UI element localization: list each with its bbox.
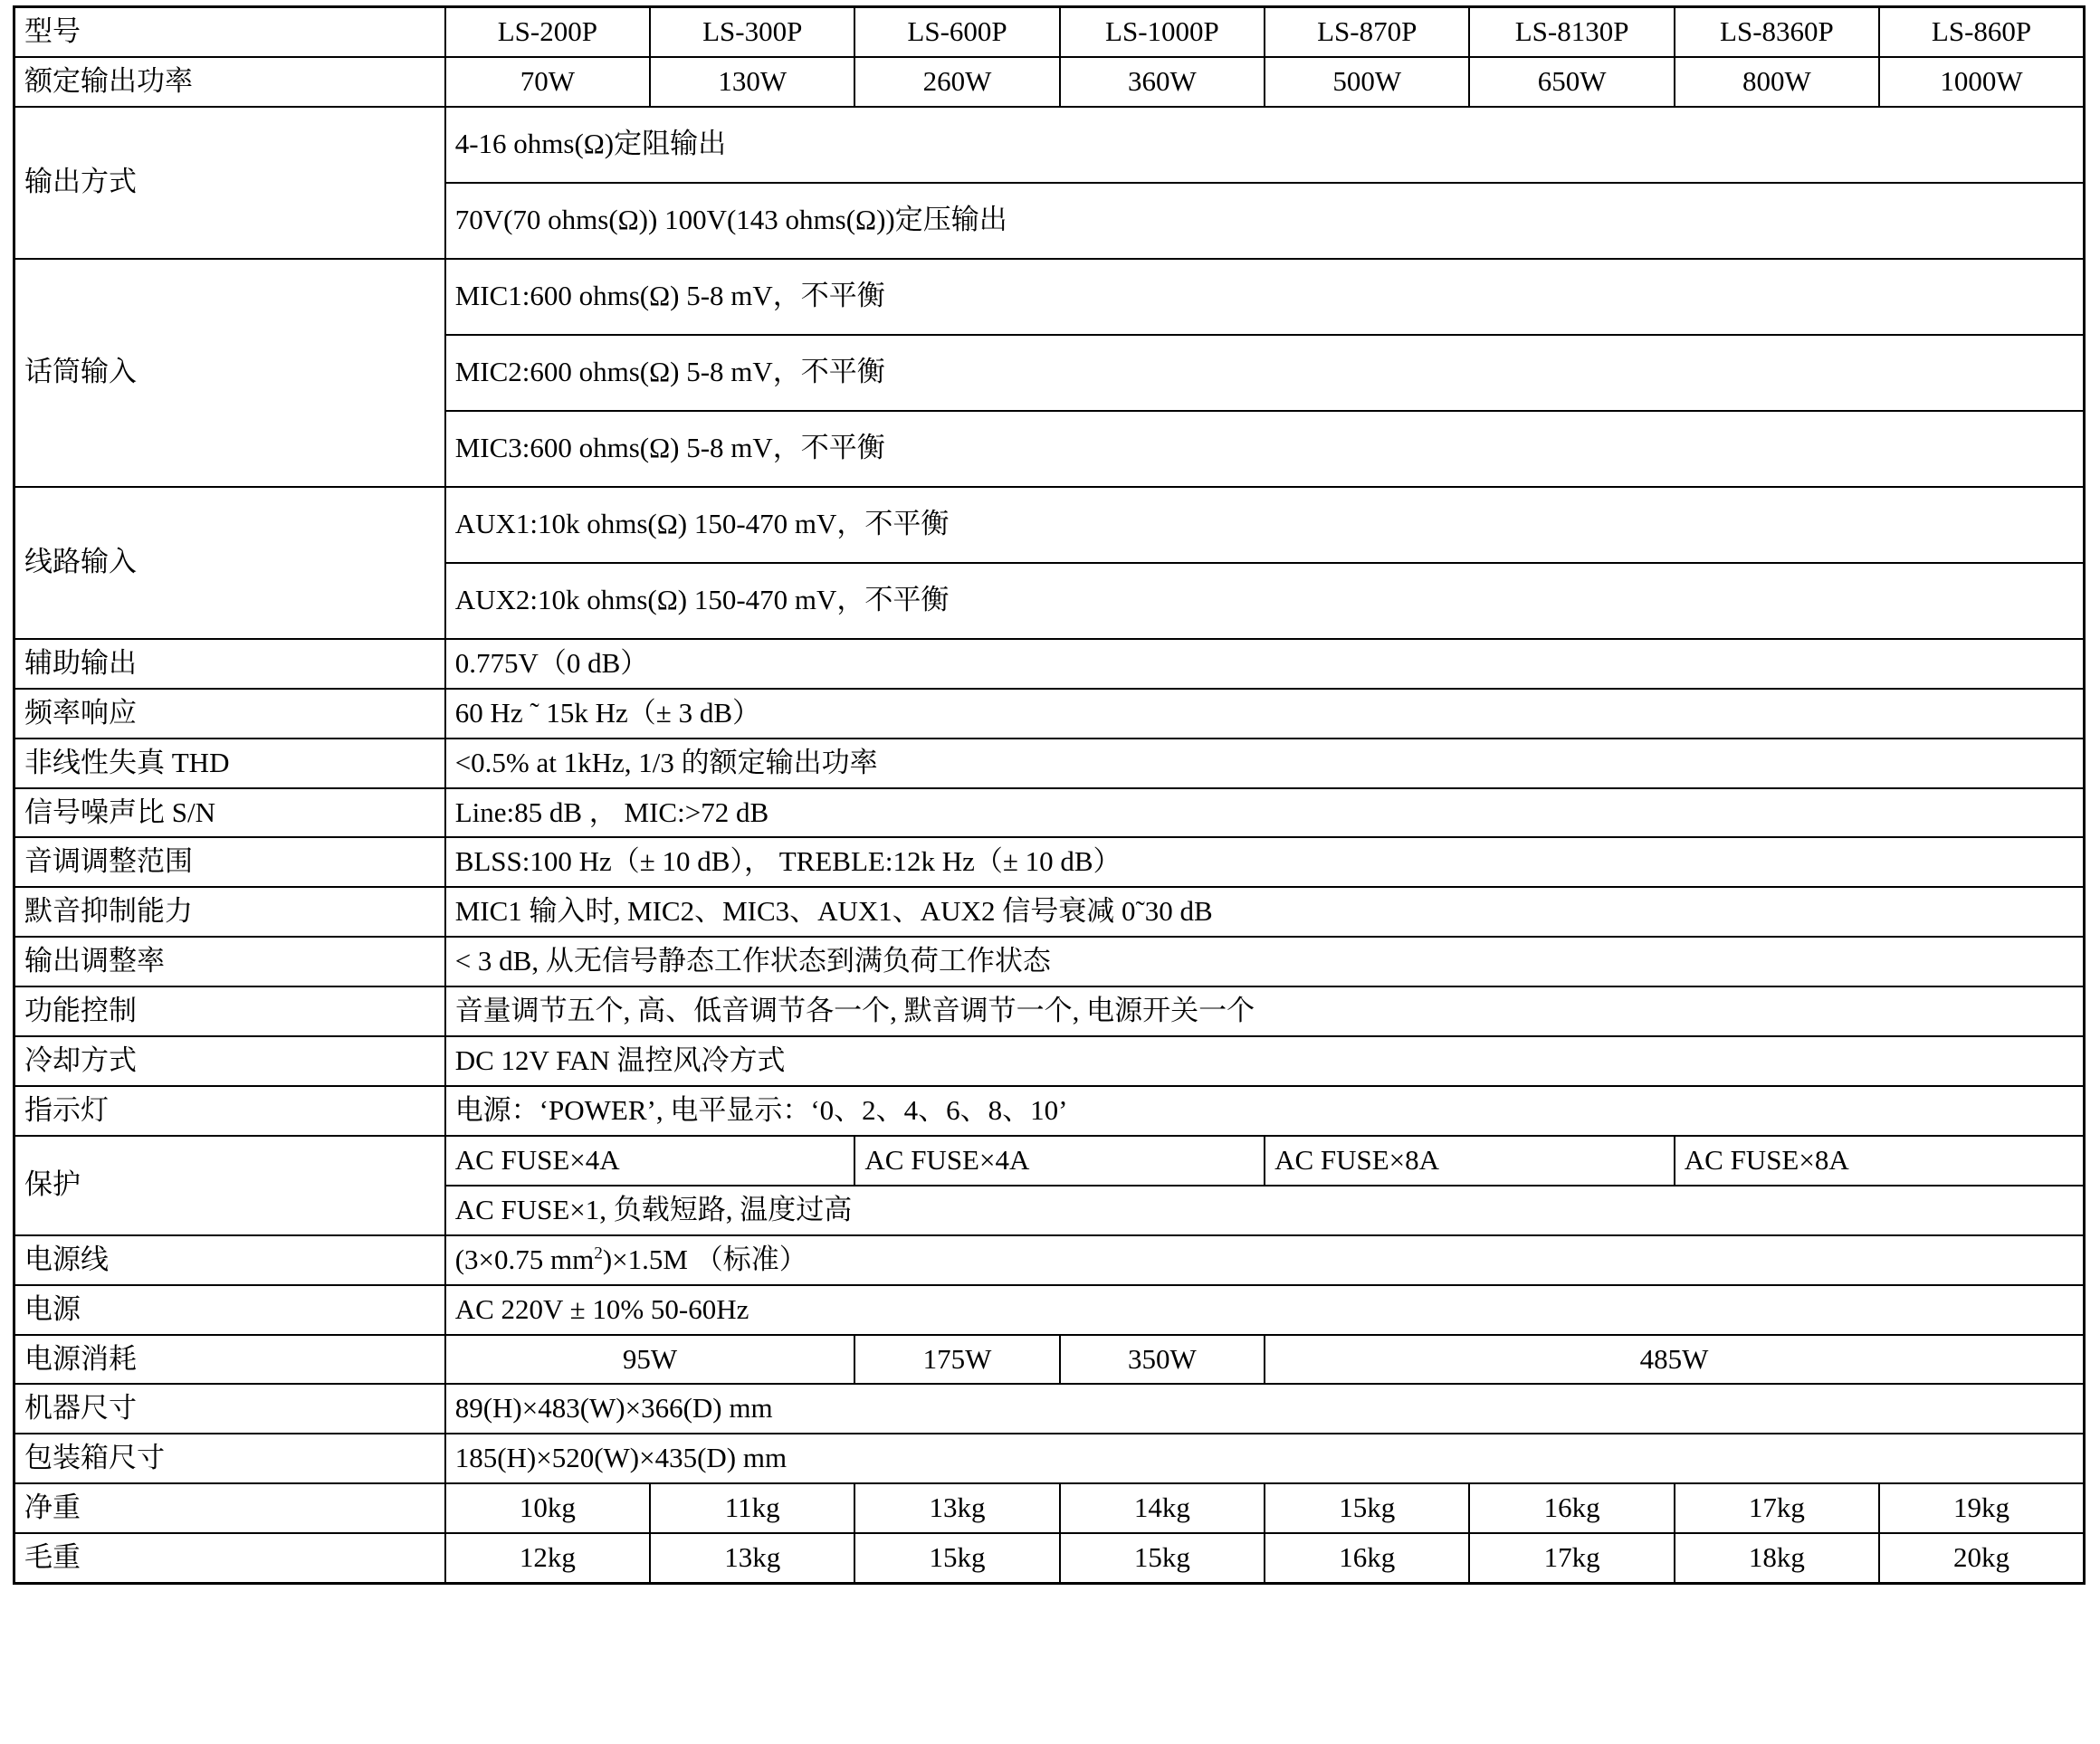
cell-consumption-3: 485W: [1265, 1335, 2084, 1385]
cell-model-7: LS-860P: [1879, 7, 2084, 57]
cell-protection-fuse-0: AC FUSE×4A: [445, 1136, 855, 1186]
table-row: [14, 937, 2085, 986]
table-row: [14, 986, 2085, 1036]
table-row: [14, 57, 2085, 107]
cell-consumption-1: 175W: [854, 1335, 1059, 1385]
cell-gross-weight-5: 17kg: [1469, 1533, 1674, 1583]
cell-cooling: DC 12V FAN 温控风冷方式: [445, 1036, 2085, 1086]
cell-gross-weight-2: 15kg: [854, 1533, 1059, 1583]
cell-model-0: LS-200P: [445, 7, 650, 57]
table-row: [14, 1235, 2085, 1285]
row-label-rated-power: 额定输出功率: [14, 57, 445, 107]
row-label-function: 功能控制: [14, 986, 445, 1036]
cell-protection-note: AC FUSE×1, 负载短路, 温度过高: [445, 1186, 2085, 1235]
table-row: [14, 1434, 2085, 1483]
cell-gross-weight-0: 12kg: [445, 1533, 650, 1583]
cell-model-2: LS-600P: [854, 7, 1059, 57]
table-row: [14, 739, 2085, 788]
cell-output-mode-1: 4-16 ohms(Ω)定阻输出: [445, 107, 2085, 183]
cell-line-input-2: AUX2:10k ohms(Ω) 150-470 mV，不平衡: [445, 563, 2085, 639]
cell-net-weight-4: 15kg: [1265, 1483, 1469, 1533]
table-row: [14, 788, 2085, 838]
table-row: [14, 259, 2085, 335]
cell-output-mode-2: 70V(70 ohms(Ω)) 100V(143 ohms(Ω))定压输出: [445, 183, 2085, 259]
cell-tone-range: BLSS:100 Hz（± 10 dB）， TREBLE:12k Hz（± 10 dB）: [445, 837, 2085, 887]
specification-table: [13, 5, 2086, 1585]
cell-function: 音量调节五个, 高、低音调节各一个, 默音调节一个, 电源开关一个: [445, 986, 2085, 1036]
cell-snr: Line:85 dB ， MIC:>72 dB: [445, 788, 2085, 838]
table-row: [14, 689, 2085, 739]
row-label-net-weight: 净重: [14, 1483, 445, 1533]
power-cord-superscript: 2: [594, 1244, 603, 1263]
row-label-snr: 信号噪声比 S/N: [14, 788, 445, 838]
row-label-consumption: 电源消耗: [14, 1335, 445, 1385]
cell-mute: MIC1 输入时, MIC2、MIC3、AUX1、AUX2 信号衰减 0˜30 dB: [445, 887, 2085, 937]
cell-package: 185(H)×520(W)×435(D) mm: [445, 1434, 2085, 1483]
cell-mic-input-1: MIC1:600 ohms(Ω) 5-8 mV，不平衡: [445, 259, 2085, 335]
cell-rated-power-2: 260W: [854, 57, 1059, 107]
cell-model-4: LS-870P: [1265, 7, 1469, 57]
row-label-tone-range: 音调调整范围: [14, 837, 445, 887]
power-cord-pre: (3×0.75 mm: [454, 1243, 595, 1275]
table-row: [14, 639, 2085, 689]
cell-net-weight-1: 11kg: [650, 1483, 854, 1533]
table-row: [14, 887, 2085, 937]
cell-thd: <0.5% at 1kHz, 1/3 的额定输出功率: [445, 739, 2085, 788]
cell-gross-weight-3: 15kg: [1060, 1533, 1265, 1583]
table-row: [14, 7, 2085, 57]
cell-gross-weight-1: 13kg: [650, 1533, 854, 1583]
table-row: [14, 1533, 2085, 1583]
table-row: [14, 1285, 2085, 1335]
cell-power-cord: [445, 1235, 2085, 1285]
cell-model-1: LS-300P: [650, 7, 854, 57]
table-row: [14, 107, 2085, 183]
row-label-regulation: 输出调整率: [14, 937, 445, 986]
cell-gross-weight-6: 18kg: [1675, 1533, 1879, 1583]
cell-net-weight-6: 17kg: [1675, 1483, 1879, 1533]
cell-rated-power-3: 360W: [1060, 57, 1265, 107]
table-row: [14, 1136, 2085, 1186]
row-label-indicator: 指示灯: [14, 1086, 445, 1136]
row-label-protection: 保护: [14, 1136, 445, 1235]
row-label-dimensions: 机器尺寸: [14, 1384, 445, 1434]
row-label-mute: 默音抑制能力: [14, 887, 445, 937]
cell-gross-weight-4: 16kg: [1265, 1533, 1469, 1583]
cell-net-weight-5: 16kg: [1469, 1483, 1674, 1533]
row-label-power: 电源: [14, 1285, 445, 1335]
cell-freq-response: 60 Hz ˜ 15k Hz（± 3 dB）: [445, 689, 2085, 739]
cell-model-6: LS-8360P: [1675, 7, 1879, 57]
cell-rated-power-5: 650W: [1469, 57, 1674, 107]
row-label-thd: 非线性失真 THD: [14, 739, 445, 788]
row-label-freq-response: 频率响应: [14, 689, 445, 739]
cell-model-3: LS-1000P: [1060, 7, 1265, 57]
cell-mic-input-2: MIC2:600 ohms(Ω) 5-8 mV，不平衡: [445, 335, 2085, 411]
cell-net-weight-7: 19kg: [1879, 1483, 2084, 1533]
cell-net-weight-3: 14kg: [1060, 1483, 1265, 1533]
table-row: [14, 837, 2085, 887]
cell-regulation: < 3 dB, 从无信号静态工作状态到满负荷工作状态: [445, 937, 2085, 986]
cell-net-weight-2: 13kg: [854, 1483, 1059, 1533]
cell-mic-input-3: MIC3:600 ohms(Ω) 5-8 mV，不平衡: [445, 411, 2085, 487]
cell-rated-power-0: 70W: [445, 57, 650, 107]
row-label-cooling: 冷却方式: [14, 1036, 445, 1086]
cell-rated-power-7: 1000W: [1879, 57, 2084, 107]
cell-consumption-2: 350W: [1060, 1335, 1265, 1385]
row-label-mic-input: 话筒输入: [14, 259, 445, 487]
cell-indicator: 电源：‘POWER’, 电平显示：‘0、2、4、6、8、10’: [445, 1086, 2085, 1136]
cell-protection-fuse-3: AC FUSE×8A: [1675, 1136, 2085, 1186]
cell-aux-output: 0.775V（0 dB）: [445, 639, 2085, 689]
table-row: [14, 1384, 2085, 1434]
cell-protection-fuse-1: AC FUSE×4A: [854, 1136, 1265, 1186]
table-row: [14, 1036, 2085, 1086]
table-row: [14, 1335, 2085, 1385]
cell-rated-power-4: 500W: [1265, 57, 1469, 107]
cell-net-weight-0: 10kg: [445, 1483, 650, 1533]
cell-consumption-0: 95W: [445, 1335, 855, 1385]
row-label-gross-weight: 毛重: [14, 1533, 445, 1583]
row-label-line-input: 线路输入: [14, 487, 445, 639]
cell-power: AC 220V ± 10% 50-60Hz: [445, 1285, 2085, 1335]
row-label-power-cord: 电源线: [14, 1235, 445, 1285]
table-row: [14, 487, 2085, 563]
row-label-package: 包装箱尺寸: [14, 1434, 445, 1483]
power-cord-post: )×1.5M （标准）: [602, 1243, 807, 1275]
table-row: [14, 1086, 2085, 1136]
cell-protection-fuse-2: AC FUSE×8A: [1265, 1136, 1675, 1186]
row-label-aux-output: 辅助输出: [14, 639, 445, 689]
row-label-model: 型号: [14, 7, 445, 57]
cell-gross-weight-7: 20kg: [1879, 1533, 2084, 1583]
cell-line-input-1: AUX1:10k ohms(Ω) 150-470 mV，不平衡: [445, 487, 2085, 563]
cell-rated-power-1: 130W: [650, 57, 854, 107]
cell-rated-power-6: 800W: [1675, 57, 1879, 107]
table-row: [14, 1483, 2085, 1533]
cell-dimensions: 89(H)×483(W)×366(D) mm: [445, 1384, 2085, 1434]
cell-model-5: LS-8130P: [1469, 7, 1674, 57]
row-label-output-mode: 输出方式: [14, 107, 445, 259]
